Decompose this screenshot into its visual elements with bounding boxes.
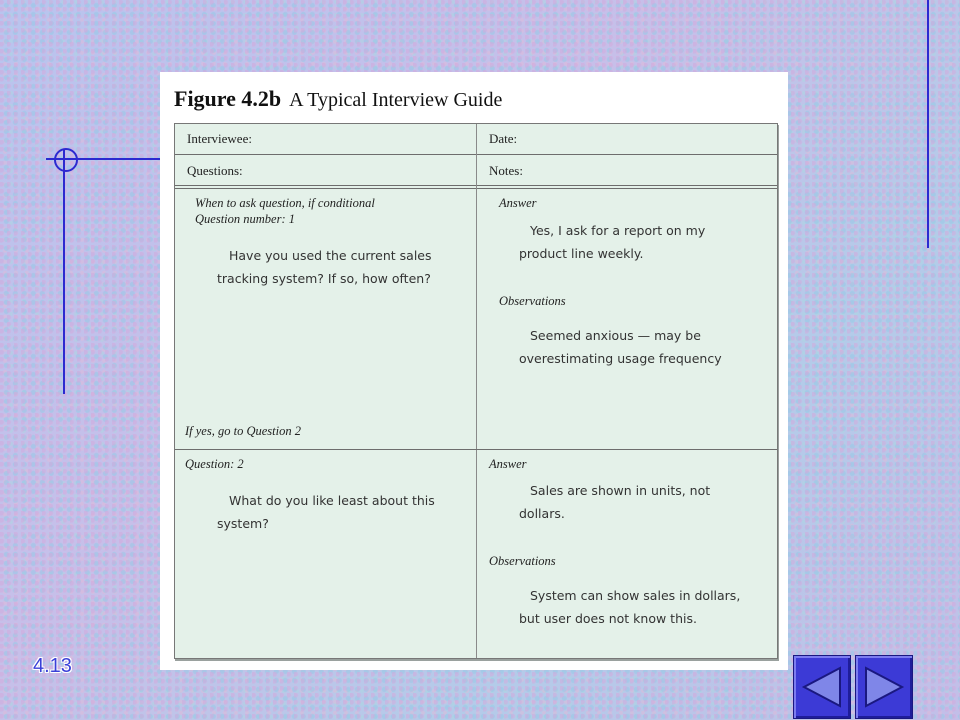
interview-guide-form <box>174 123 778 659</box>
question-1-line-2: tracking system? If so, how often? <box>217 271 431 286</box>
answer-2-line-1: Sales are shown in units, not <box>530 483 711 498</box>
figure-panel <box>160 72 788 670</box>
date-label: Date: <box>489 131 518 146</box>
previous-slide-button[interactable] <box>793 655 851 719</box>
answer-1-label: Answer <box>499 196 537 210</box>
observation-1-line-1: Seemed anxious — may be <box>530 328 701 343</box>
slide-rule-left <box>63 150 65 394</box>
answer-2-line-2: dollars. <box>519 506 565 521</box>
slide-number: 4.13 <box>33 655 72 677</box>
figure-title <box>174 86 502 112</box>
observation-2-line-1: System can show sales in dollars, <box>530 588 741 603</box>
questions-label: Questions: <box>187 163 243 178</box>
observations-2-label: Observations <box>489 554 556 568</box>
figure-caption: A Typical Interview Guide <box>289 89 503 111</box>
observation-1-line-2: overestimating usage frequency <box>519 351 722 366</box>
question-2-line-1: What do you like least about this <box>229 493 435 508</box>
question-2-label: Question: 2 <box>185 457 244 471</box>
question-1-line-1: Have you used the current sales <box>229 248 432 263</box>
column-divider <box>476 124 477 658</box>
observation-2-line-2: but user does not know this. <box>519 611 697 626</box>
notes-label: Notes: <box>489 163 523 178</box>
interviewee-label: Interviewee: <box>187 131 252 146</box>
slide-rule-right <box>927 0 929 248</box>
conditional-footer: If yes, go to Question 2 <box>185 424 301 438</box>
question-number-label: Question number: 1 <box>195 212 295 226</box>
triangle-left-icon <box>798 664 846 710</box>
answer-2-label: Answer <box>489 457 527 471</box>
figure-label: Figure 4.2b <box>174 86 282 111</box>
question-2-line-2: system? <box>217 516 269 531</box>
observations-1-label: Observations <box>499 294 566 308</box>
divider <box>175 449 777 450</box>
triangle-right-icon <box>860 664 908 710</box>
slide-rule-circle <box>54 148 78 172</box>
answer-1-line-2: product line weekly. <box>519 246 644 261</box>
next-slide-button[interactable] <box>855 655 913 719</box>
answer-1-line-1: Yes, I ask for a report on my <box>530 223 706 238</box>
conditional-label: When to ask question, if conditional <box>195 196 375 210</box>
